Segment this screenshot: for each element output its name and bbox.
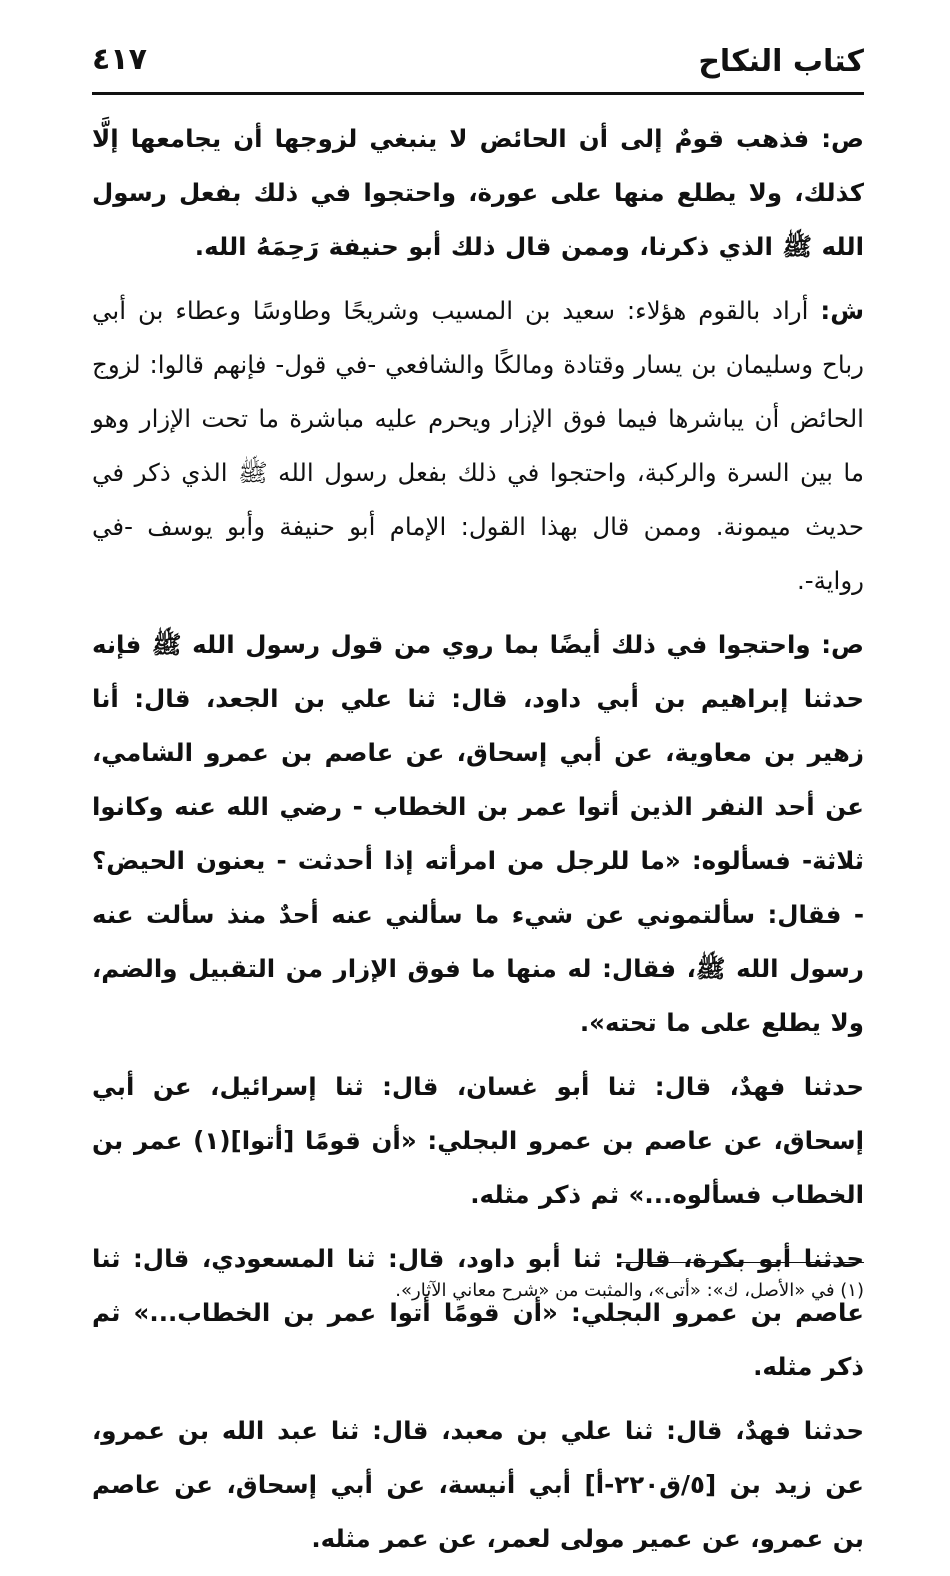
paragraph-marker: ش:	[820, 296, 864, 325]
paragraph-text: فذهب قومٌ إلى أن الحائض لا ينبغي لزوجها أن يجامعها إلَّا كذلك، ولا يطلع منها على عورة، واحتجوا في ذلك بفعل رسول الله ﷺ الذي ذكرنا، وممن قال ذلك أبو حنيفة رَحِمَهُ الله.	[92, 124, 864, 261]
running-header	[92, 40, 864, 95]
paragraph-text: حدثنا أبو بكرة، قال: ثنا أبو داود، قال: ثنا المسعودي، قال: ثنا عاصم بن عمرو البجلي: «أن قومًا أتوا عمر بن الخطاب...» ثم ذكر مثله.	[92, 1244, 864, 1381]
book-title: كتاب النكاح	[698, 44, 864, 79]
paragraph-4	[92, 1060, 864, 1222]
paragraph-1	[92, 112, 864, 274]
page-number: ٤١٧	[92, 42, 147, 77]
paragraph-marker: ص:	[821, 124, 864, 153]
body-text	[92, 112, 864, 1576]
paragraph-3	[92, 618, 864, 1050]
footnote-divider	[620, 1262, 864, 1263]
paragraph-marker: ص:	[821, 630, 864, 659]
footnote: (١) في «الأصل، ك»: «أتى»، والمثبت من «شرح معاني الآثار».	[395, 1280, 864, 1301]
paragraph-2	[92, 284, 864, 608]
paragraph-5	[92, 1232, 864, 1394]
paragraph-text: واحتجوا في ذلك أيضًا بما روي من قول رسول الله ﷺ فإنه حدثنا إبراهيم بن أبي داود، قال: ثنا علي بن الجعد، قال: أنا زهير بن معاوية، عن أبي إسحاق، عن عاصم بن عمرو الشامي، عن أحد النفر الذين أتوا عمر بن الخطاب - رضي الله عنه وكانوا ثلاثة- فسألوه: «ما للرجل من امرأته إذا أحدثت - يعنون الحيض؟ - فقال: سألتموني عن شيء ما سألني عنه أحدٌ منذ سألت عنه رسول الله ﷺ، فقال: له منها ما فوق الإزار من التقبيل والضم، ولا يطلع على ما تحته».	[92, 630, 864, 1037]
paragraph-text: حدثنا فهدٌ، قال: ثنا علي بن معبد، قال: ثنا عبد الله بن عمرو، عن زيد بن [٥/ق٢٢٠-أ] أبي أنيسة، عن أبي إسحاق، عن عاصم بن عمرو، عن عمير مولى لعمر، عن عمر مثله.	[92, 1416, 864, 1553]
paragraph-text: أراد بالقوم هؤلاء: سعيد بن المسيب وشريحًا وطاوسًا وعطاء بن أبي رباح وسليمان بن يسار وقتادة ومالكًا والشافعي -في قول- فإنهم قالوا: لزوج الحائض أن يباشرها فيما فوق الإزار ويحرم عليه مباشرة ما تحت الإزار وهو ما بين السرة والركبة، واحتجوا في ذلك بفعل رسول الله ﷺ الذي ذكر في حديث ميمونة. وممن قال بهذا القول: الإمام أبو حنيفة وأبو يوسف -في رواية-.	[92, 296, 864, 595]
paragraph-6	[92, 1404, 864, 1566]
paragraph-text: حدثنا فهدٌ، قال: ثنا أبو غسان، قال: ثنا إسرائيل، عن أبي إسحاق، عن عاصم بن عمرو البجلي: «أن قومًا [أتوا](١) عمر بن الخطاب فسألوه...» ثم ذكر مثله.	[92, 1072, 864, 1209]
